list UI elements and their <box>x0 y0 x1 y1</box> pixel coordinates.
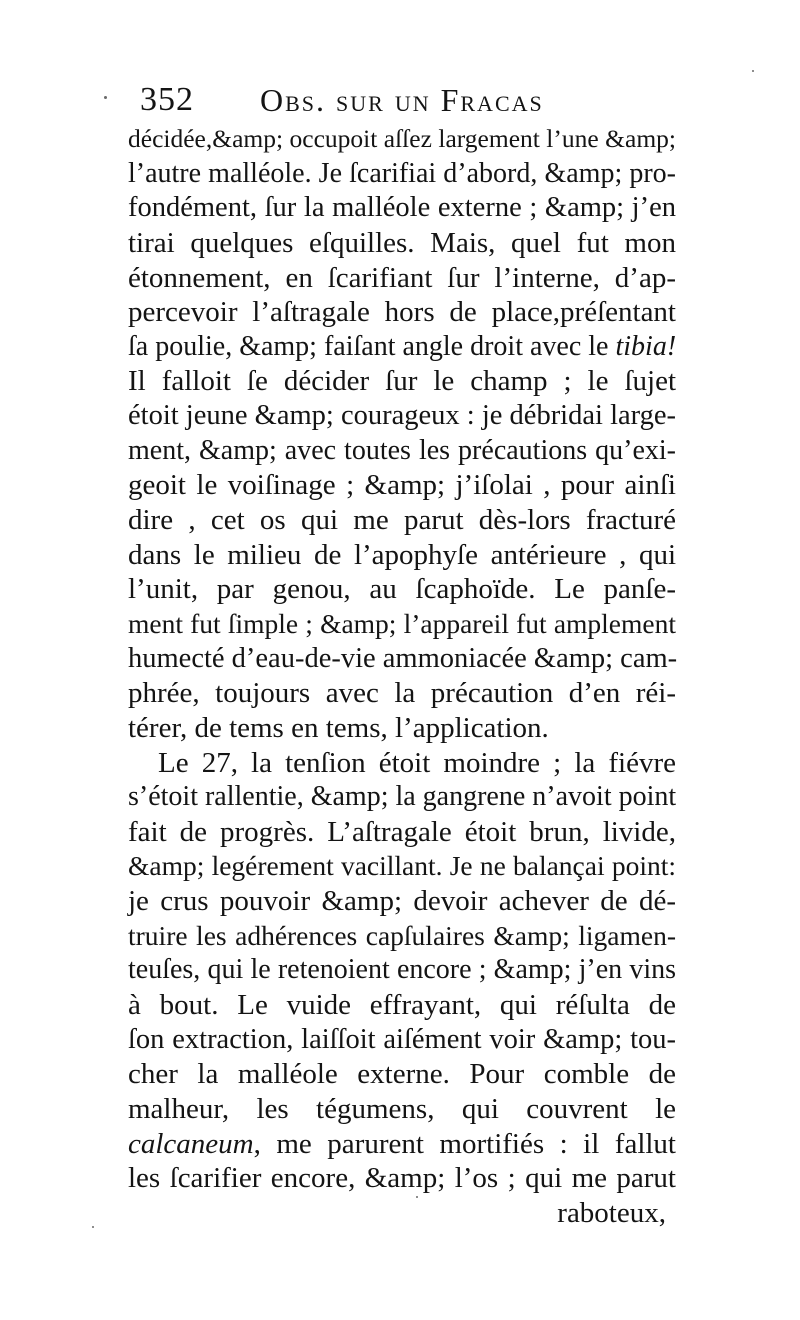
text-line: fait de progrès. L’aſtragale étoit brun, livide, <box>128 815 676 848</box>
text-line: geoit le voiſinage ; &amp; j’iſolai , pour ainſi <box>128 469 676 502</box>
text-line: l’unit, par genou, au ſcaphoïde. Le panſe- <box>128 573 676 606</box>
running-head <box>140 78 680 122</box>
body-text <box>128 122 676 1231</box>
paragraph-first-line: Le 27, la tenſion étoit moindre ; la fiévre <box>158 746 676 779</box>
paper-speck <box>416 1196 418 1198</box>
text-line: &amp; legérement vacillant. Je ne balançai point: <box>128 850 676 882</box>
text-line: étoit jeune &amp; courageux : je débridai large- <box>128 400 676 432</box>
text-line: tirai quelques eſquilles. Mais, quel fut mon <box>128 226 676 259</box>
text-line: cher la malléole externe. Pour comble de <box>128 1058 676 1091</box>
text-line: térer, de tems en tems, l’application. <box>128 711 549 744</box>
text-segment: ſa poulie, &amp; faiſant angle droit avec le tibia! <box>128 330 677 362</box>
text-line: ment, &amp; avec toutes les précautions qu’exi- <box>128 434 676 466</box>
page-number: 352 <box>140 81 194 118</box>
text-line: les ſcarifier encore, &amp; l’os ; qui me parut <box>128 1162 676 1195</box>
text-line: à bout. Le vuide effrayant, qui réſulta de <box>128 989 676 1022</box>
italic-word: tibia! <box>615 330 677 362</box>
text-line: truire les adhérences capſulaires &amp; ligamen- <box>128 919 676 951</box>
running-head-title: Obs. sur un Fracas <box>260 82 544 118</box>
text-line: ſon extraction, laiſſoit aiſément voir &amp; tou- <box>128 1023 676 1055</box>
text-line: l’autre malléole. Je ſcarifiai d’abord, &amp; pro- <box>128 157 676 189</box>
text-line: dans le milieu de l’apophyſe antérieure , qui <box>128 538 676 571</box>
text-line: Il falloit ſe décider ſur le champ ; le ſujet <box>128 365 676 398</box>
text-line: percevoir l’aſtragale hors de place,préſentant <box>128 296 676 329</box>
paper-speck <box>104 96 107 99</box>
text-line: humecté d’eau-de-vie ammoniacée &amp; cam- <box>128 642 678 674</box>
text-line: malheur, les tégumens, qui couvrent le <box>128 1092 676 1125</box>
text-line: ment fut ſimple ; &amp; l’appareil fut amplement <box>128 607 676 639</box>
text-line: calcaneum, me parurent mortifiés : il fallut <box>128 1127 676 1160</box>
text-line: dire , cet os qui me parut dès-lors fracturé <box>128 504 676 537</box>
text-line: fondément, ſur la malléole externe ; &amp; j’en <box>128 192 676 224</box>
text-line <box>128 330 676 365</box>
text-line: décidée,&amp; occupoit aſſez largement l’une &amp; <box>128 124 676 153</box>
text-line: je crus pouvoir &amp; devoir achever de dé- <box>128 885 676 918</box>
catchword: raboteux, <box>557 1196 666 1229</box>
paper-speck <box>752 70 754 72</box>
text-line: phrée, toujours avec la précaution d’en réi- <box>128 677 676 710</box>
italic-word: calcaneum <box>128 1127 254 1160</box>
text-line: s’étoit rallentie, &amp; la gangrene n’avoit point <box>128 781 677 813</box>
text-line: teuſes, qui le retenoient encore ; &amp; j’en vins <box>128 954 676 986</box>
paper-speck <box>92 1226 94 1228</box>
text-line: étonnement, en ſcarifiant ſur l’interne, d’ap- <box>128 261 676 294</box>
catchword-line <box>128 1196 676 1231</box>
